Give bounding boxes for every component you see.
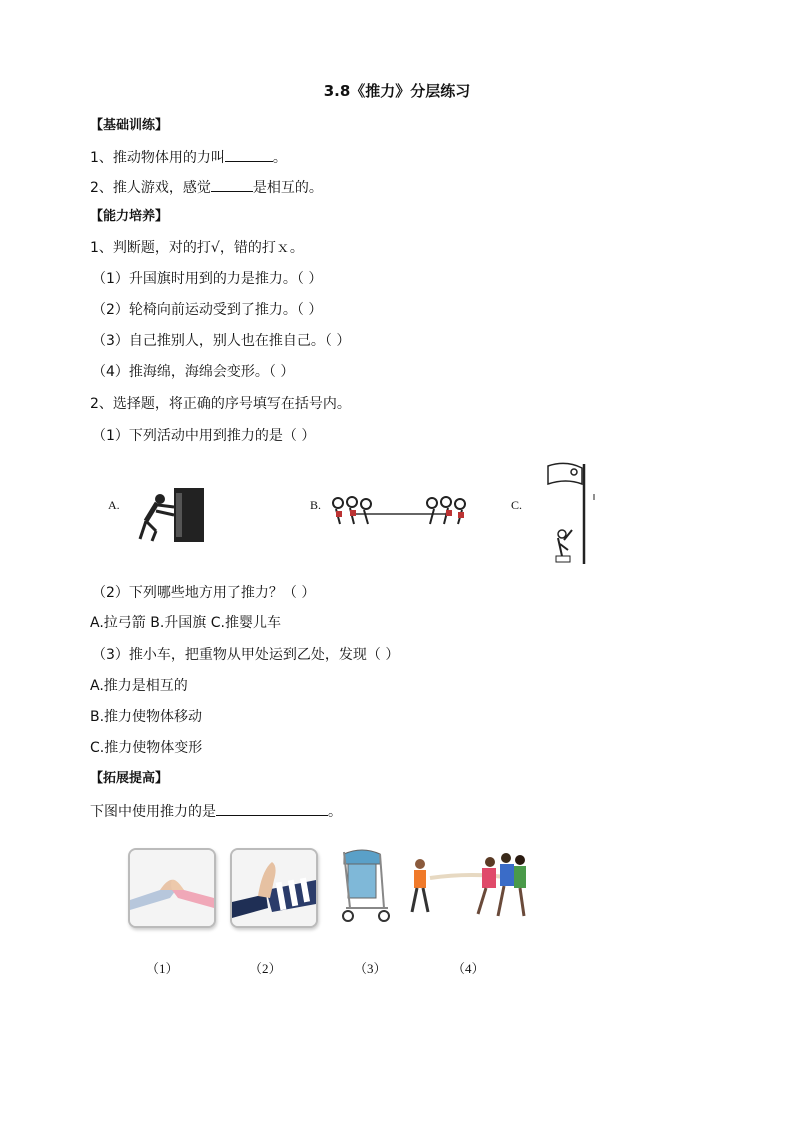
- section-ability: 【能力培养】: [90, 209, 169, 224]
- extend-q-text: 下图中使用推力的是: [90, 804, 216, 820]
- section-extend: 【拓展提高】: [90, 771, 169, 786]
- caption-2: （2）: [249, 961, 282, 976]
- answer-blank[interactable]: [216, 801, 328, 816]
- tug-of-war-photo: [402, 848, 534, 928]
- basic-question-2: [90, 177, 323, 197]
- basic-q2-end: 是相互的。: [252, 180, 323, 196]
- choice-q3-option-b: B.推力使物体移动: [90, 709, 203, 725]
- raising-flag-image: [540, 460, 600, 566]
- choice-q1: （1）下列活动中用到推力的是（ ）: [92, 428, 316, 444]
- baby-stroller-image: [336, 848, 396, 928]
- basic-q1-end: 。: [272, 150, 287, 166]
- choice-q2: （2）下列哪些地方用了推力？（ ）: [92, 585, 316, 601]
- option-c-label: C.: [511, 498, 523, 512]
- palms-pushing-photo: [230, 848, 318, 928]
- extend-q-end: 。: [328, 804, 342, 820]
- caption-4: （4）: [452, 961, 485, 976]
- option-b-label: B.: [310, 498, 322, 512]
- tug-of-war-image: [328, 494, 476, 534]
- choice-q3: （3）推小车，把重物从甲处运到乙处，发现（ ）: [92, 647, 400, 663]
- judge-item-2: （2）轮椅向前运动受到了推力。（ ）: [92, 302, 323, 318]
- page-title: 3.8《推力》分层练习: [323, 82, 471, 100]
- extend-question: [90, 801, 342, 821]
- choice-q2-options: A.拉弓箭 B.升国旗 C.推婴儿车: [90, 615, 281, 631]
- choice-intro: 2、选择题，将正确的序号填写在括号内。: [90, 396, 351, 412]
- judge-item-4: （4）推海绵，海绵会变形。（ ）: [92, 364, 295, 380]
- hands-pushing-photo: [128, 848, 216, 928]
- choice-q3-option-c: C.推力使物体变形: [90, 740, 203, 756]
- basic-question-1: [90, 147, 287, 167]
- judge-item-3: （3）自己推别人，别人也在推自己。（ ）: [92, 333, 351, 349]
- person-pushing-box-image: [130, 485, 220, 547]
- section-basic: 【基础训练】: [90, 118, 169, 133]
- option-a-label: A.: [108, 498, 120, 512]
- answer-blank[interactable]: [211, 177, 253, 192]
- basic-q2-text: 2、推人游戏，感觉: [90, 180, 211, 196]
- basic-q1-text: 1、推动物体用的力叫: [90, 150, 225, 166]
- judge-item-1: （1）升国旗时用到的力是推力。（ ）: [92, 271, 323, 287]
- caption-1: （1）: [146, 961, 179, 976]
- answer-blank[interactable]: [225, 147, 273, 162]
- choice-q3-option-a: A.推力是相互的: [90, 678, 188, 694]
- caption-3: （3）: [354, 961, 387, 976]
- judge-intro: 1、判断题，对的打√，错的打ｘ。: [90, 240, 304, 256]
